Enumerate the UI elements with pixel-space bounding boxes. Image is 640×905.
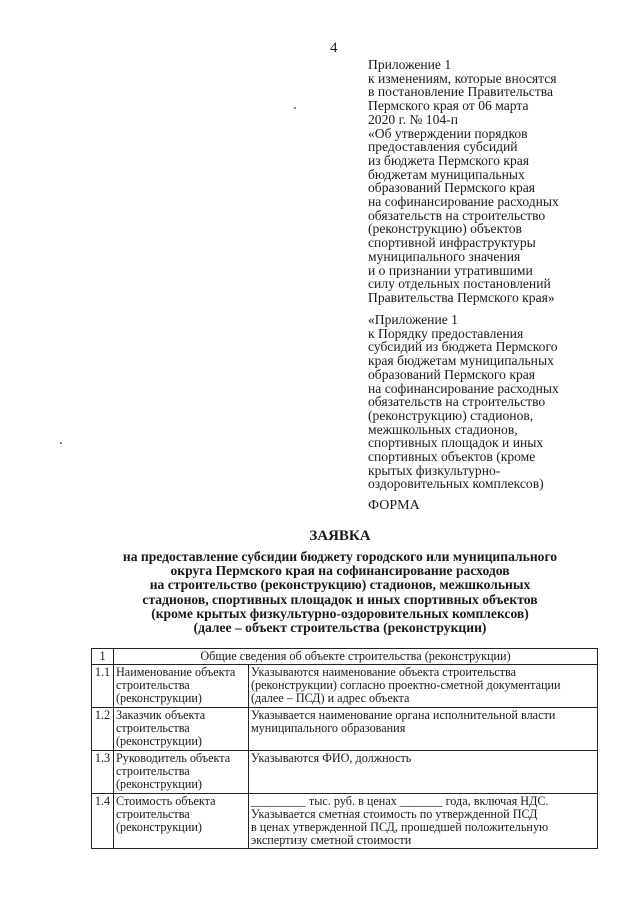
page-number: 4 (330, 40, 338, 56)
row-number: 1.2 (92, 708, 114, 751)
row-description-cell (249, 708, 598, 751)
appendix-1-line: Правительства Пермского края» (368, 289, 555, 305)
table-header-row (92, 649, 598, 665)
row-name-line: строительства (116, 678, 190, 692)
section-heading: Общие сведения об объекте строительства (реконструкции) (114, 649, 598, 665)
appendix-2-line: субсидий из бюджета Пермского (368, 339, 558, 355)
appendix-2-block (368, 313, 628, 491)
scan-speck (60, 442, 62, 444)
appendix-2-line: межшкольных стадионов, (368, 421, 518, 437)
row-name-line: (реконструкции) (116, 691, 202, 705)
appendix-1-line: бюджетам муниципальных (368, 166, 525, 182)
row-name-line: Стоимость объекта (116, 794, 216, 808)
appendix-1-line: Пермского края от 06 марта (368, 98, 529, 114)
appendix-2-line: оздоровительных комплексов) (368, 476, 544, 492)
subtitle-line: (кроме крытых физкультурно-оздоровительных комплексов) (151, 605, 529, 621)
appendix-2-line: на софинансирование расходных (368, 380, 559, 396)
scan-speck (294, 107, 296, 109)
section-number: 1 (92, 649, 114, 665)
row-name-cell (114, 794, 249, 849)
row-description-line: _________ тыс. руб. в ценах _______ года, включая НДС. (251, 794, 549, 808)
appendix-1-line: в постановление Правительства (368, 84, 554, 100)
appendix-2-line: к Порядку предоставления (368, 325, 524, 341)
subtitle-line: стадионов, спортивных площадок и иных спортивных объектов (142, 591, 538, 607)
appendix-2-line: «Приложение 1 (368, 312, 458, 327)
appendix-2-line: (реконструкцию) стадионов, (368, 407, 534, 423)
table-row (92, 794, 598, 849)
row-name-line: строительства (116, 764, 190, 778)
row-name-line: (реконструкции) (116, 820, 202, 834)
appendix-1-line: обязательств на строительство (368, 207, 546, 223)
row-number: 1.4 (92, 794, 114, 849)
appendix-1-block (368, 58, 628, 305)
appendix-1-line: к изменениям, которые вносятся (368, 70, 557, 86)
appendix-1-line: силу отдельных постановлений (368, 276, 551, 292)
row-description-cell (249, 665, 598, 708)
row-name-line: Наименование объекта (116, 665, 236, 679)
appendix-2-line: спортивных объектов (кроме (368, 449, 536, 465)
appendix-1-line: образований Пермского края (368, 180, 536, 196)
appendix-2-line: крытых физкультурно- (368, 462, 501, 478)
subtitle-line: на предоставление субсидии бюджету городского или муниципального (122, 549, 558, 564)
row-number: 1.1 (92, 665, 114, 708)
row-name-line: (реконструкции) (116, 777, 202, 791)
row-name-line: Руководитель объекта (116, 751, 231, 765)
row-name-cell (114, 708, 249, 751)
row-description-line: в ценах утвержденной ПСД, прошедшей положительную (251, 820, 549, 834)
appendix-1-line: муниципального значения (368, 248, 521, 264)
appendix-2-line: края бюджетам муниципальных (368, 353, 554, 369)
appendix-1-line: спортивной инфраструктуры (368, 235, 536, 251)
row-number: 1.3 (92, 751, 114, 794)
row-description-line: муниципального образования (251, 721, 406, 735)
application-table (91, 648, 598, 849)
row-description-line: Указывается наименование органа исполнительной власти (251, 708, 556, 722)
subtitle-line: округа Пермского края на софинансирование расходов (170, 563, 510, 579)
row-description-line: (далее – ПСД) и адрес объекта (251, 691, 410, 705)
table-row (92, 708, 598, 751)
appendix-2-line: образований Пермского края (368, 366, 536, 382)
row-name-cell (114, 665, 249, 708)
row-name-line: (реконструкции) (116, 734, 202, 748)
row-name-cell (114, 751, 249, 794)
row-name-line: строительства (116, 807, 190, 821)
row-description-line: Указывается сметная стоимость по утвержденной ПСД (251, 807, 538, 821)
row-description-cell (249, 751, 598, 794)
subtitle-line: (далее – объект строительства (реконструкции) (193, 620, 487, 636)
row-description-cell (249, 794, 598, 849)
row-description-line: Указываются наименование объекта строительства (251, 665, 516, 679)
appendix-1-line: «Об утверждении порядков (368, 125, 528, 141)
appendix-2-line: спортивных площадок и иных (368, 435, 544, 451)
subtitle-line: на строительство (реконструкцию) стадионов, межшкольных (149, 577, 531, 593)
appendix-1-line: предоставления субсидий (368, 139, 518, 155)
row-description-line: экспертизу сметной стоимости (251, 833, 412, 847)
appendix-1-line: на софинансирование расходных (368, 194, 559, 210)
appendix-1-line: 2020 г. № 104-п (368, 111, 458, 127)
form-label: ФОРМА (368, 498, 420, 513)
document-title: ЗАЯВКА (309, 528, 371, 544)
appendix-2-line: обязательств на строительство (368, 394, 546, 410)
row-description-line: Указываются ФИО, должность (251, 751, 412, 765)
row-name-line: строительства (116, 721, 190, 735)
appendix-1-line: из бюджета Пермского края (368, 152, 530, 168)
appendix-1-line: Приложение 1 (368, 57, 452, 72)
title-block (60, 528, 620, 635)
table-row (92, 665, 598, 708)
row-description-line: (реконструкции) согласно проектно-сметной документации (251, 678, 561, 692)
row-name-line: Заказчик объекта (116, 708, 206, 722)
appendix-1-line: (реконструкцию) объектов (368, 221, 522, 237)
table-row (92, 751, 598, 794)
appendix-1-line: и о признании утратившими (368, 262, 533, 278)
